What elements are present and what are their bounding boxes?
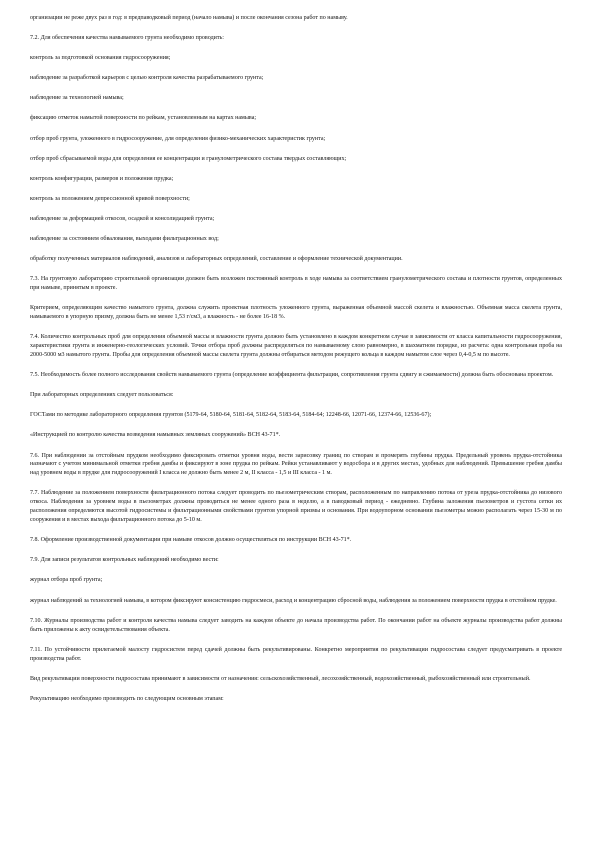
paragraph: При лабораторных определениях следует пользоваться: [30, 392, 174, 399]
paragraph: отбор проб сбрасываемой воды для определения ее концентрации и гранулометрического состава твердых составляющих; [30, 155, 347, 162]
paragraph: журнал отбора проб грунта; [30, 577, 103, 584]
paragraph: организации не реже двух раз в год: в предпаводковый период (начало намыва) и после окончания сезона работ по намыву. [30, 15, 348, 21]
paragraph: журнал наблюдений за технологией намыва, в котором фиксируют консистенцию гидросмеси, расход и концентрацию сбросной воды, наблюдения за положением поверхности прудка в отстойном прудке. [30, 597, 557, 604]
paragraph: 7.10. Журналы производства работ и контроля качества намыва следует заводить на каждом объекте до начала производства работ. По окончании работ на объекте журналы производства работ должны быть приложены к акту освидетельствования объекта. [30, 617, 562, 633]
paragraph: наблюдение за технологией намыва; [30, 95, 124, 102]
paragraph: наблюдение за разработкой карьеров с целью контроля качества разрабатываемого грунта; [30, 75, 264, 82]
paragraph: 7.6. При наблюдении за отстойным прудком необходимо фиксировать отметки уровня воды, вести зарисовку границ по створам и промерять глубины прудка. Предельный уровень прудка-отстойника назначают с учетом минимальной отметки гребня дамбы и фиксируют в зоне прудка по рейкам. Рейки устанавливают у водосбора и в других местах, удобных для наблюдений. Превышение гребня дамбы над уровнем воды в прудке для гидросооружений I класса не должно быть менее 2 м, II класса - 1,5 и III класса - 1 м. [30, 452, 562, 477]
paragraph: контроль конфигурации, размеров и положения прудка; [30, 175, 174, 182]
paragraph: контроль за подготовкой основания гидросооружения; [30, 55, 171, 62]
document-page [30, 14, 562, 715]
paragraph: 7.11. По устойчивости прилегаемой малосту гидросистем перед сдачей должны быть рекультивированы. Конкретно мероприятия по рекультивации гидросостава следует предусматривать в проекте производства работ. [30, 646, 562, 662]
paragraph: обработку полученных материалов наблюдений, анализов и лабораторных определений, составление и оформление технической документации. [30, 256, 403, 263]
paragraph: 7.3. На грунтовую лабораторию строительной организации должен быть возложен постоянный контроль в ходе намыва за соответствием гранулометрического состава и плотности грунтов, определенных при намыве, принятым в проекте. [30, 276, 562, 292]
paragraph: 7.7. Наблюдение за положением поверхности фильтрационного потока следует проводить по пьезометрическим створам, расположенным по направлению потока от уреза прудка-отстойника до низового откоса. Наблюдения за уровнем воды в пьезометрах должны проводиться не менее одного раза в неделю, а в паводковый период - ежедневно. Глубина заложения пьезометров и густота сетки их расположения определяются высотой гидросистемы и фильтрационными свойствами грунтов упорной призмы и основания. При водоупорном основании пьезометры можно располагать через 15-30 м по сооружения и в местах выхода фильтрационного потока до 5-10 м. [30, 490, 562, 524]
paragraph: контроль за положением депрессионной кривой поверхности; [30, 195, 190, 202]
paragraph: 7.2. Для обеспечения качества намываемого грунта необходимо проводить: [30, 35, 224, 42]
paragraph: 7.8. Оформление производственной документации при намыве откосов должно осуществляться по инструкции ВСН 43-71*. [30, 537, 352, 544]
paragraph: 7.5. Необходимость более полного исследования свойств намываемого грунта (определение коэффициента фильтрации, сопротивления грунта сдвигу и сжимаемости) должна быть обоснована проектом. [30, 372, 554, 379]
paragraph: Вид рекультивации поверхности гидросостава принимают в зависимости от назначения: сельскохозяйственный, лесохозяйственный, водохозяйственный, рыбохозяйственный или строительный. [30, 675, 531, 682]
paragraph: «Инструкцией по контролю качества возведения намывных земляных сооружений» ВСН 43-71*. [30, 432, 281, 439]
paragraph: Рекультивацию необходимо производить по следующим основным этапам: [30, 695, 224, 702]
paragraph: наблюдение за деформацией откосов, осадкой и консолидацией грунта; [30, 215, 215, 222]
paragraph: 7.4. Количество контрольных проб для определения объемной массы и влажности грунта должно быть установлено в каждом конкретном случае в зависимости от класса капитальности гидросооружения, характеристики грунта и инженерно-геологических условий. Точки отбора проб должны распределяться по намываемому слою равномерно, в шахматном порядке, из расчета: одна контрольная проба на 2000-5000 м3 намытого грунта. Пробы для определения объемной массы скелета грунта должны отбираться методом режущего кольца в каждом намытом слое через 0,4-0,5 м по высоте. [30, 334, 562, 359]
paragraph: Критерием, определяющим качество намытого грунта, должна служить проектная плотность уложенного грунта, выраженная объемной массой скелета и влажностью. Объемная масса скелета грунта, намываемого в упорную призму, должна быть не менее 1,53 г/см3, а влажность - не более 16-18 %. [30, 305, 562, 321]
paragraph: отбор проб грунта, уложенного в гидросооружение, для определения физико-механических характеристик грунта; [30, 135, 326, 142]
paragraph: наблюдение за состоянием обвалования, выходами фильтрационных вод; [30, 236, 219, 243]
paragraph: 7.9. Для записи результатов контрольных наблюдений необходимо вести: [30, 557, 219, 564]
paragraph: фиксацию отметок намытой поверхности по рейкам, установленным на картах намыва; [30, 115, 257, 122]
paragraph: ГОСТами по методике лабораторного определения грунтов (5179-64, 5180-64, 5181-64, 5182-64, 5183-64, 5184-64; 12248-66, 12071-66, 12374-66, 12536-67); [30, 412, 432, 419]
